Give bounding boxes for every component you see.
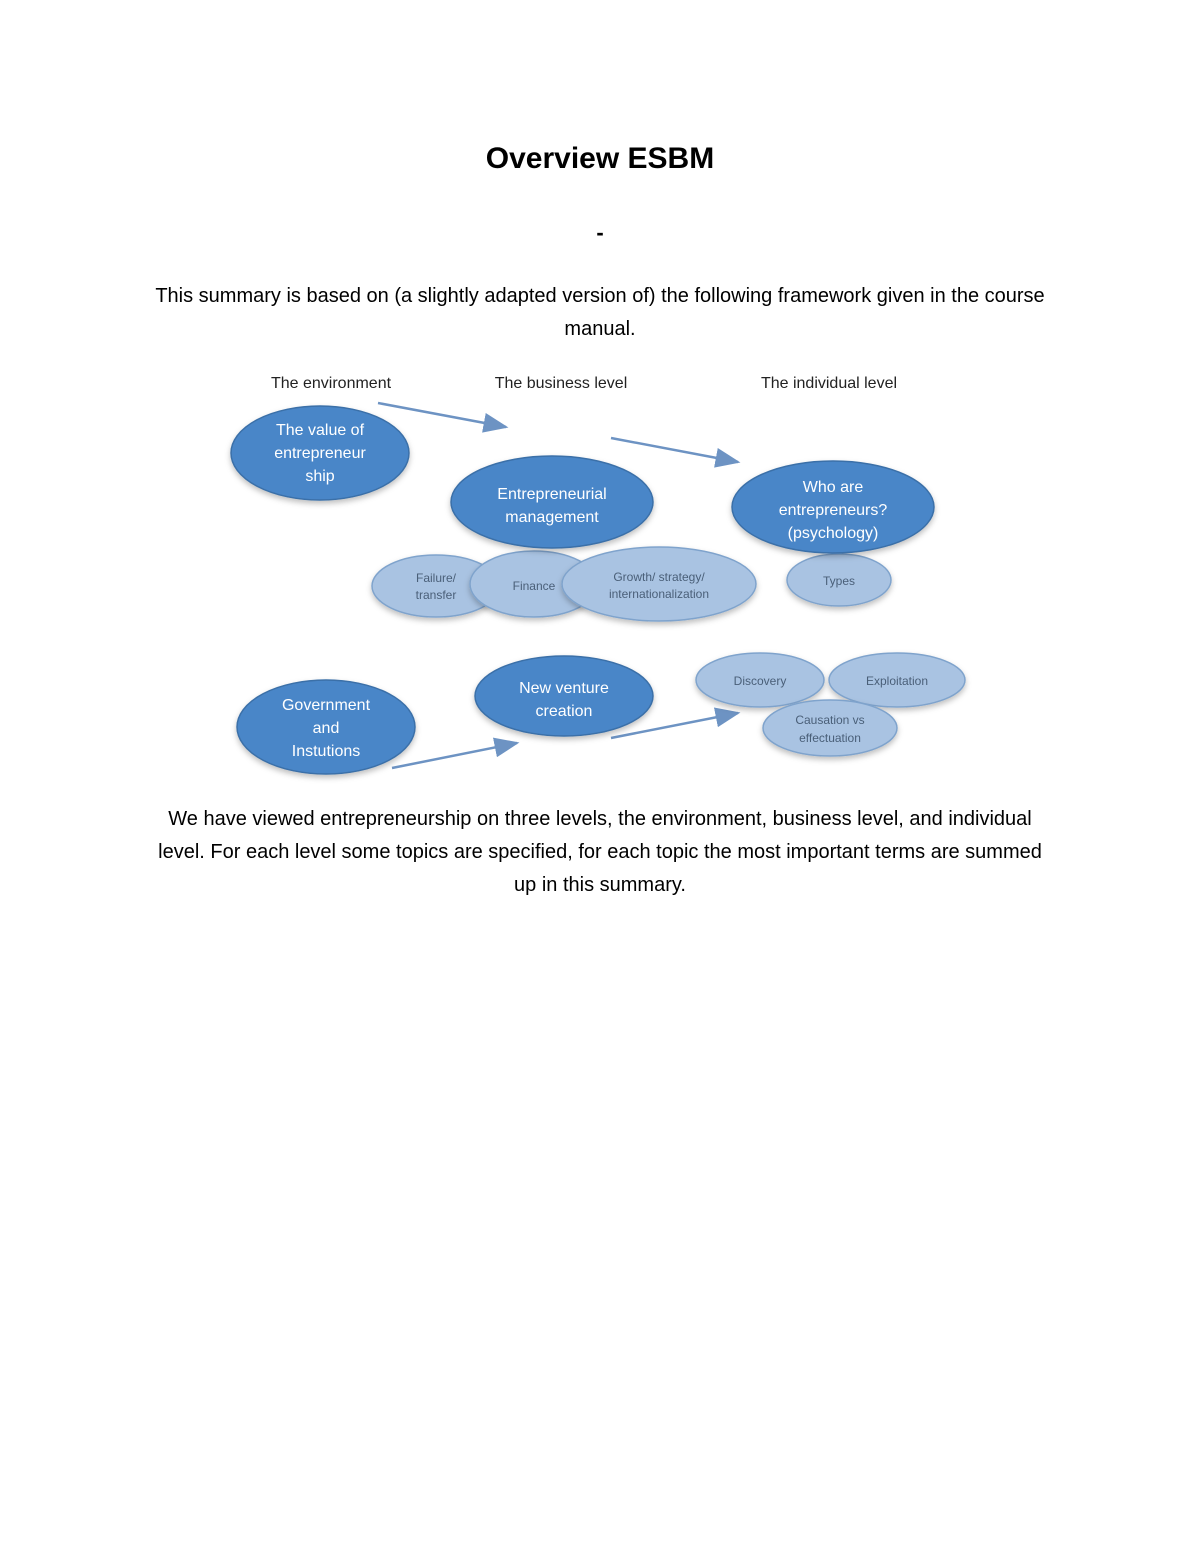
node-exploitation [829, 653, 965, 707]
node-value-line-3: ship [305, 468, 335, 485]
node-value-line-2: entrepreneur [274, 445, 366, 462]
arrow-business-to-individual [611, 438, 738, 462]
node-gov-line-1: Government [281, 697, 371, 714]
node-types-label: Types [822, 574, 856, 588]
node-growth-strategy [562, 547, 756, 621]
node-government-institutions [237, 680, 415, 774]
node-nvc-line-2: creation [535, 703, 593, 720]
node-mgmt-line-1: Entrepreneurial [497, 486, 607, 503]
node-types [787, 554, 891, 606]
level-label-environment: The environment [270, 375, 392, 392]
node-who-line-2: entrepreneurs? [778, 502, 888, 519]
node-failure-line-1: Failure/ [415, 571, 457, 585]
node-exploitation-label: Exploitation [865, 674, 929, 688]
node-discovery-label: Discovery [733, 674, 787, 688]
node-mgmt-line-2: management [505, 509, 599, 526]
summary-paragraph: We have viewed entrepreneurship on three levels, the environment, business level, and individual level. For each level some topics are specified, for each topic the most important terms are summed up in this summary. [158, 808, 1042, 896]
separator: - [596, 220, 604, 245]
node-value-line-1: The value of [275, 422, 365, 439]
node-growth-line-2: internationalization [608, 587, 710, 601]
node-nvc-line-1: New venture [519, 680, 609, 697]
arrow-environment-to-business [378, 403, 506, 427]
node-gov-line-2: and [312, 720, 340, 737]
arrow-government-to-nvc [392, 743, 517, 768]
node-who-line-3: (psychology) [787, 525, 879, 542]
node-causation-line-2: effectuation [799, 731, 861, 745]
node-finance-label: Finance [512, 579, 556, 593]
node-who-are-entrepreneurs [732, 461, 934, 553]
level-label-business: The business level [494, 375, 628, 392]
node-discovery [696, 653, 824, 707]
node-who-line-1: Who are [802, 479, 864, 496]
node-entrepreneurial-management [451, 456, 653, 548]
level-label-individual: The individual level [760, 375, 898, 392]
node-causation-effectuation [763, 700, 897, 756]
page-title: Overview ESBM [485, 142, 715, 175]
intro-paragraph: This summary is based on (a slightly adapted version of) the following framework given in the course manual. [155, 285, 1045, 340]
node-gov-line-3: Instutions [291, 743, 361, 760]
node-growth-line-1: Growth/ strategy/ [613, 570, 705, 584]
node-value-of-entrepreneurship [231, 406, 409, 500]
node-new-venture-creation [475, 656, 653, 736]
node-failure-line-2: transfer [415, 588, 457, 602]
node-causation-line-1: Causation vs [795, 713, 865, 727]
